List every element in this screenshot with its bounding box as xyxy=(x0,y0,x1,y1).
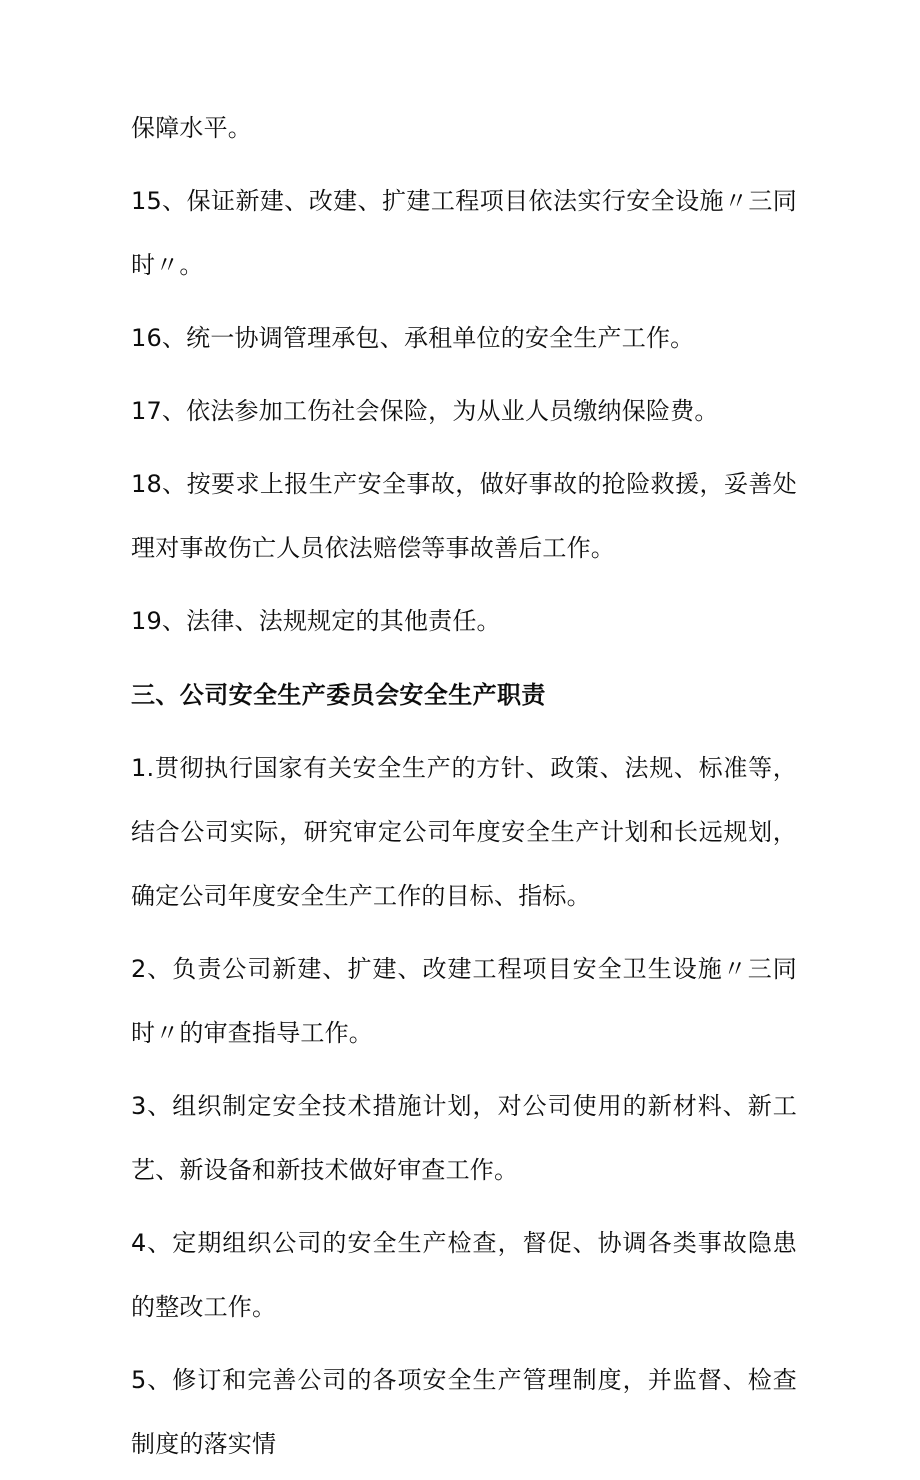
paragraph-continuation: 保障水平。 xyxy=(131,114,252,142)
section3-list-item-4: 4、定期组织公司的安全生产检查，督促、协调各类事故隐患的整改工作。 xyxy=(131,1229,797,1321)
document-body xyxy=(131,96,797,1480)
list-item-16: 16、统一协调管理承包、承租单位的安全生产工作。 xyxy=(131,324,695,352)
list-item-19: 19、法律、法规规定的其他责任。 xyxy=(131,607,501,635)
section3-list-item-1: 1.贯彻执行国家有关安全生产的方针、政策、法规、标准等，结合公司实际，研究审定公司年度安全生产计划和长远规划，确定公司年度安全生产工作的目标、指标。 xyxy=(131,754,797,910)
section3-list-item-5-truncated: 5、修订和完善公司的各项安全生产管理制度，并监督、检查制度的落实情 xyxy=(131,1366,797,1458)
list-item-18: 18、按要求上报生产安全事故，做好事故的抢险救援，妥善处理对事故伤亡人员依法赔偿等事故善后工作。 xyxy=(131,470,797,562)
list-item-15: 15、保证新建、改建、扩建工程项目依法实行安全设施〃三同时〃。 xyxy=(131,187,797,279)
section3-list-item-2: 2、负责公司新建、扩建、改建工程项目安全卫生设施〃三同时〃的审查指导工作。 xyxy=(131,955,797,1047)
section-heading-three: 三、公司安全生产委员会安全生产职责 xyxy=(131,681,546,709)
section3-list-item-3: 3、组织制定安全技术措施计划，对公司使用的新材料、新工艺、新设备和新技术做好审查工作。 xyxy=(131,1092,797,1184)
list-item-17: 17、依法参加工伤社会保险，为从业人员缴纳保险费。 xyxy=(131,397,719,425)
